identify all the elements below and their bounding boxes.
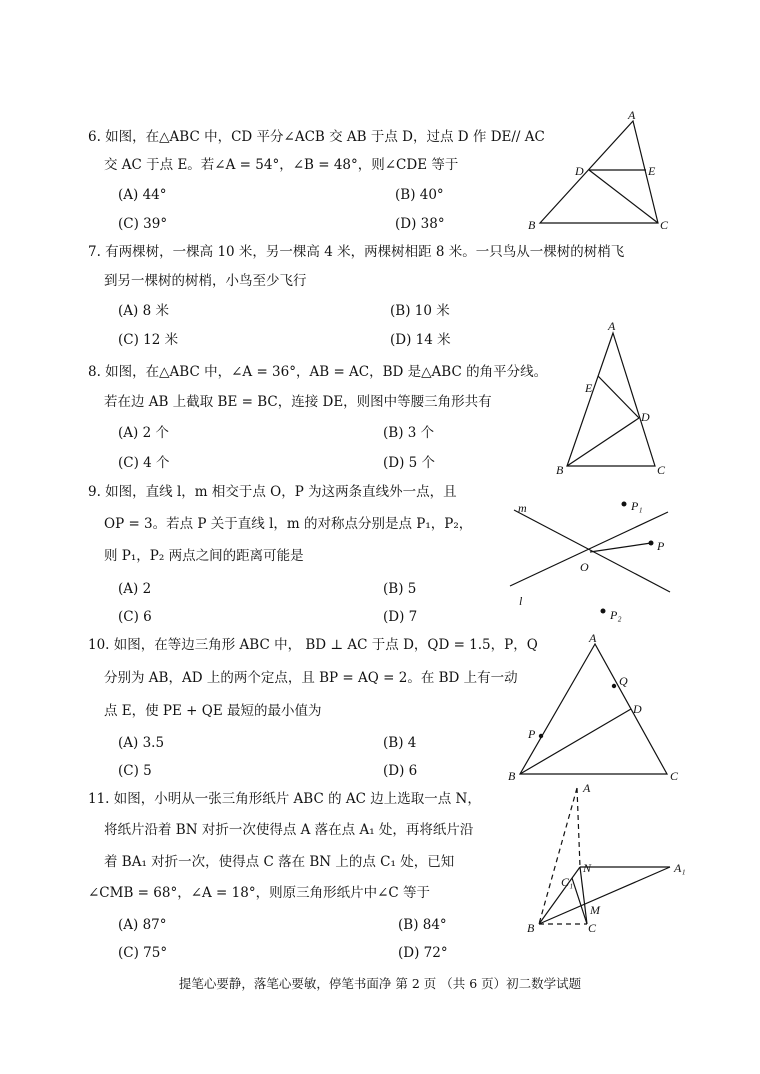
q10-label-b: B <box>508 769 516 783</box>
q9-line-l <box>510 512 668 586</box>
q9-label-p: P <box>657 539 665 553</box>
q8-label-a: A <box>608 319 616 333</box>
q11-figure <box>520 780 695 940</box>
q11-label-a1: A₁ <box>674 861 686 875</box>
q7-option-c: (C) 12 米 <box>118 332 179 348</box>
q7-option-d: (D) 14 米 <box>390 332 451 348</box>
q11-label-c1: C₁ <box>561 875 574 889</box>
q8-option-b: (B) 3 个 <box>383 425 435 441</box>
q8-option-a: (A) 2 个 <box>118 425 169 441</box>
q6-label-b: B <box>528 218 536 232</box>
q11-stem-line3: 着 BA₁ 对折一次，使得点 C 落在 BN 上的点 C₁ 处，已知 <box>104 854 455 870</box>
q6-option-b: (B) 40° <box>395 187 444 203</box>
q6-stem-line2: 交 AC 于点 E。若∠A = 54°，∠B = 48°，则∠CDE 等于 <box>104 157 459 173</box>
q8-label-b: B <box>556 463 564 477</box>
q8-label-d: D <box>641 410 650 424</box>
q6-label-a: A <box>628 108 636 122</box>
q10-label-p: P <box>528 727 536 741</box>
q9-label-o: O <box>580 560 589 574</box>
q11-label-b: B <box>527 921 535 935</box>
q10-point-p <box>539 734 543 738</box>
q11-segment-ba1 <box>539 867 670 924</box>
q10-label-d: D <box>633 702 642 716</box>
q8-stem-line1: 8. 如图，在△ABC 中，∠A = 36°，AB = AC，BD 是△ABC 的角平分线。 <box>88 364 548 380</box>
q10-option-c: (C) 5 <box>118 763 152 779</box>
q11-label-a: A <box>583 781 591 795</box>
q9-option-c: (C) 6 <box>118 609 152 625</box>
q9-stem-line1: 9. 如图，直线 l，m 相交于点 O，P 为这两条直线外一点，且 <box>88 484 457 500</box>
q11-label-m: M <box>590 903 600 917</box>
q8-label-e: E <box>585 381 593 395</box>
q10-stem-line1: 10. 如图，在等边三角形 ABC 中， BD ⊥ AC 于点 D，QD = 1.5，P，Q <box>88 637 538 653</box>
q9-point-p <box>649 541 654 546</box>
q10-label-a: A <box>589 631 597 645</box>
q9-option-d: (D) 7 <box>383 609 418 625</box>
q9-option-b: (B) 5 <box>383 581 417 597</box>
q11-option-d: (D) 72° <box>398 945 448 961</box>
q10-figure <box>500 628 690 783</box>
q10-point-q <box>612 684 616 688</box>
q11-stem-line4: ∠CMB = 68°，∠A = 18°，则原三角形纸片中∠C 等于 <box>88 885 431 901</box>
q8-triangle-abc <box>567 333 655 466</box>
q10-stem-line2: 分别为 AB，AD 上的两个定点，且 BP = AQ = 2。在 BD 上有一动 <box>104 670 518 686</box>
q10-stem-line3: 点 E，使 PE + QE 最短的最小值为 <box>104 703 322 719</box>
q8-label-c: C <box>657 463 666 477</box>
q11-stem-line2: 将纸片沿着 BN 对折一次使得点 A 落在点 A₁ 处，再将纸片沿 <box>104 822 474 838</box>
q8-segment-bd <box>567 418 639 466</box>
q11-segment-nc <box>580 867 587 924</box>
q9-point-p1 <box>622 502 627 507</box>
q6-label-d: D <box>575 164 584 178</box>
q10-segment-bd <box>520 709 631 774</box>
q10-label-q: Q <box>619 674 628 688</box>
q10-triangle-abc <box>520 644 667 774</box>
q9-point-p2 <box>601 609 606 614</box>
q9-figure <box>500 492 680 627</box>
q8-figure <box>545 318 675 478</box>
q11-dashed-an <box>577 788 580 867</box>
q6-triangle-abc <box>540 121 658 223</box>
q11-label-c: C <box>588 921 597 935</box>
q6-option-c: (C) 39° <box>118 216 168 232</box>
q11-stem-line1: 11. 如图，小明从一张三角形纸片 ABC 的 AC 边上选取一点 N， <box>88 791 481 807</box>
q6-option-d: (D) 38° <box>395 216 445 232</box>
q10-label-c: C <box>670 769 679 783</box>
q6-label-c: C <box>660 218 669 232</box>
q11-option-a: (A) 87° <box>118 917 167 933</box>
q10-option-b: (B) 4 <box>383 735 417 751</box>
q8-stem-line2: 若在边 AB 上截取 BE = BC，连接 DE，则图中等腰三角形共有 <box>104 394 492 410</box>
q7-stem-line2: 到另一棵树的树梢，小鸟至少飞行 <box>104 273 307 289</box>
q7-stem-line1: 7. 有两棵树，一棵高 10 米，另一棵高 4 米，两棵树相距 8 米。一只鸟从一棵树的树梢飞 <box>88 244 625 260</box>
q7-option-a: (A) 8 米 <box>118 303 169 319</box>
q9-stem-line3: 则 P₁，P₂ 两点之间的距离可能是 <box>104 548 304 564</box>
q11-option-c: (C) 75° <box>118 945 168 961</box>
q10-option-a: (A) 3.5 <box>118 735 165 751</box>
q6-label-e: E <box>648 164 656 178</box>
q6-stem-line1: 6. 如图，在△ABC 中，CD 平分∠ACB 交 AB 于点 D，过点 D 作 DE// AC <box>88 129 545 145</box>
q11-label-n: N <box>583 861 592 875</box>
q9-label-p1: P₁ <box>631 499 643 513</box>
q7-option-b: (B) 10 米 <box>390 303 450 319</box>
page-footer: 提笔心要静，落笔心要敏，停笔书面净 第 2 页 （共 6 页）初二数学试题 <box>178 976 582 991</box>
q11-option-b: (B) 84° <box>398 917 447 933</box>
q6-option-a: (A) 44° <box>118 187 167 203</box>
q9-option-a: (A) 2 <box>118 581 152 597</box>
q9-label-p2: P₂ <box>610 608 622 622</box>
q10-option-d: (D) 6 <box>383 763 418 779</box>
q9-label-m: m <box>518 501 527 515</box>
q6-figure <box>520 105 680 235</box>
q8-option-d: (D) 5 个 <box>383 455 436 471</box>
q8-option-c: (C) 4 个 <box>118 455 170 471</box>
q9-label-l: l <box>519 594 523 608</box>
q11-dashed-ab <box>539 788 577 924</box>
q9-stem-line2: OP = 3。若点 P 关于直线 l，m 的对称点分别是点 P₁，P₂， <box>104 516 473 532</box>
